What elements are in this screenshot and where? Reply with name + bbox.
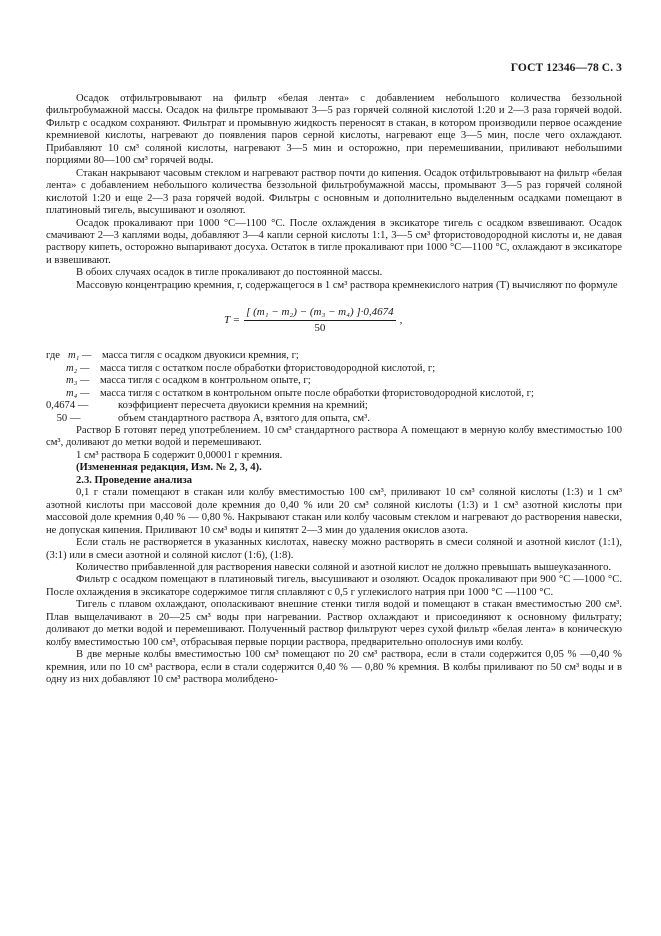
coefficient-row <box>46 413 622 425</box>
formula <box>46 298 622 342</box>
variable-symbol: m₁ — <box>68 350 92 362</box>
paragraph: В две мерные колбы вместимостью 100 см³ помещают по 20 см³ раствора, если в стали содержится 0,05 % —0,40 % кремния, или по 10 см³ раствора, если в стали содержится 0,40 % — 0,80 % кремния. В колбы приливают по 50 см³ воды и в одну из них добавляют 10 см³ раствора молибдено- <box>46 649 622 686</box>
variable-symbol: m₃ — <box>66 375 90 387</box>
variable-symbol: m₄ — <box>66 387 90 399</box>
paragraph: Раствор Б готовят перед употреблением. 10 см³ стандартного раствора А помещают в мерную колбу вместимостью 100 см³, доливают до метки водой и перемешивают. <box>46 424 622 449</box>
variable-description: масса тигля с осадком двуокиси кремния, г; <box>102 350 299 362</box>
variable-description: масса тигля с остатком после обработки фтористоводородной кислотой, г; <box>100 362 436 374</box>
formula-lhs: T = <box>224 314 241 327</box>
page-header: ГОСТ 12346—78 С. 3 <box>510 62 622 74</box>
paragraph: Массовую концентрацию кремния, г, содержащегося в 1 см³ раствора кремнекислого натрия (Т) вычисляют по формуле <box>76 279 618 291</box>
variable-row <box>46 388 622 400</box>
amendment-note: (Измененная редакция, Изм. № 2, 3, 4). <box>76 462 262 474</box>
coefficient-description: коэффициент пересчета двуокиси кремния на кремний; <box>118 400 368 412</box>
formula-tail: , <box>399 314 403 327</box>
paragraph: Осадок прокаливают при 1000 °С—1100 °С. После охлаждения в эксикаторе тигель с осадком взвешивают. Осадок смачивают 2—3 каплями воды, добавляют 3—4 капли серной кислоты 1:1, 3—5 см³ фтористоводородной кислоты и, не давая раствору кипеть, осторожно выпаривают досуха. Остаток в тигле прокаливают при 1000 °С—1100 °С, охлаждают в эксикаторе и взвешивают. <box>46 217 622 266</box>
variable-lead: где <box>46 350 60 362</box>
variable-description: масса тигля с остатком в контрольном опыте после обработки фтористоводородной кислотой, г; <box>100 387 534 399</box>
coefficient-symbol: 0,4674 — <box>46 400 89 412</box>
document-body <box>46 93 622 686</box>
paragraph: Тигель с плавом охлаждают, ополаскивают внешние стенки тигля водой и помещают в стакан вместимостью 200 см³. Плав выщелачивают в 20—25 см³ воды при нагревании. Раствор охлаждают и присоединяют к основному фильтрату; доливают до метки водой и перемешивают. Полученный раствор фильтруют через сухой фильтр «белая лента» в коническую колбу вместимостью 100 см³, отбрасывая первые порции раствора, предварительно ополоснув ими колбу. <box>46 599 622 648</box>
variable-row <box>46 375 622 387</box>
section-heading: 2.3. Проведение анализа <box>76 474 192 486</box>
variable-description: масса тигля с осадком в контрольном опыте, г; <box>100 375 311 387</box>
variable-lead <box>46 388 66 400</box>
formula-denominator: 50 <box>314 321 326 334</box>
variable-row <box>46 350 622 362</box>
paragraph: 0,1 г стали помещают в стакан или колбу вместимостью 100 см³, приливают 10 см³ соляной кислоты (1:3) и 1 см³ азотной кислоты при массовой доле кремния до 0,40 % или 20 см³ соляной кислоты (1:3) и 1 см³ азотной кислоты при массовой доле кремния 0,40 % — 0,80 %. Накрывают стакан или колбу часовым стеклом и нагревают до растворения навески, не допуская кипения. Приливают 10 см³ воды и кипятят 2—3 мин до удаления окислов азота. <box>46 487 622 536</box>
paragraph: Фильтр с осадком помещают в платиновый тигель, высушивают и озоляют. Осадок прокаливают при 900 °С —1000 °С. После охлаждения в эксикаторе содержимое тигля сплавляют с 0,5 г углекислого натрия при 1000 °С —1100 °С. <box>46 574 622 598</box>
coefficient-description: объем стандартного раствора А, взятого для опыта, см³. <box>118 412 370 424</box>
paragraph: В обоих случаях осадок в тигле прокаливают до постоянной массы. <box>76 267 383 279</box>
variable-symbol: m₂ — <box>66 362 90 374</box>
formula-numerator: [ (m₁ − m₂) − (m₃ − m₄) ]·0,4674 <box>244 306 396 320</box>
variable-row <box>46 363 622 375</box>
paragraph: 1 см³ раствора Б содержит 0,00001 г кремния. <box>76 449 283 461</box>
coefficient-symbol: 50 — <box>46 412 81 424</box>
variable-lead <box>46 363 66 375</box>
paragraph: Осадок отфильтровывают на фильтр «белая лента» с добавлением небольшого количества беззольной фильтробумажной массы. Осадок на фильтре промывают 3—5 раз горячей соляной кислотой 1:20 и 2—3 раза горячей водой. Фильтр с осадком сохраняют. Фильтрат и промывную жидкость переносят в стакан, в котором производили первое осаждение кремниевой кислоты, нагревают до появления паров серной кислоты, нагревают еще 3—5 мин, после чего охлаждают. Прибавляют 10 см³ соляной кислоты, нагревают 3—5 мин и осторожно, при перемешивании, приливают небольшими порциями 80—100 см³ горячей воды. <box>46 93 622 167</box>
formula-fraction <box>244 306 396 334</box>
variable-lead <box>46 375 66 387</box>
variable-list <box>46 350 622 425</box>
paragraph: Стакан накрывают часовым стеклом и нагревают раствор почти до кипения. Осадок отфильтровывают на фильтр «белая лента» с добавлением небольшого количества беззольной фильтробумажной массы, промывают 3—5 раз горячей соляной кислотой 1:20 и еще 2—3 раза горячей водой. Фильтры с основным и дополнительно выделенным осадками помещают в платиновый тигель, высушивают и озоляют. <box>46 167 622 217</box>
paragraph: Если сталь не растворяется в указанных кислотах, навеску можно растворять в смеси соляной и азотной кислот (1:1), (3:1) или в смеси азотной и соляной кислот (1:6), (1:8). <box>46 537 622 561</box>
coefficient-row <box>46 400 622 412</box>
paragraph: Количество прибавленной для растворения навески соляной и азотной кислот не должно превышать вышеуказанного. <box>76 561 612 573</box>
